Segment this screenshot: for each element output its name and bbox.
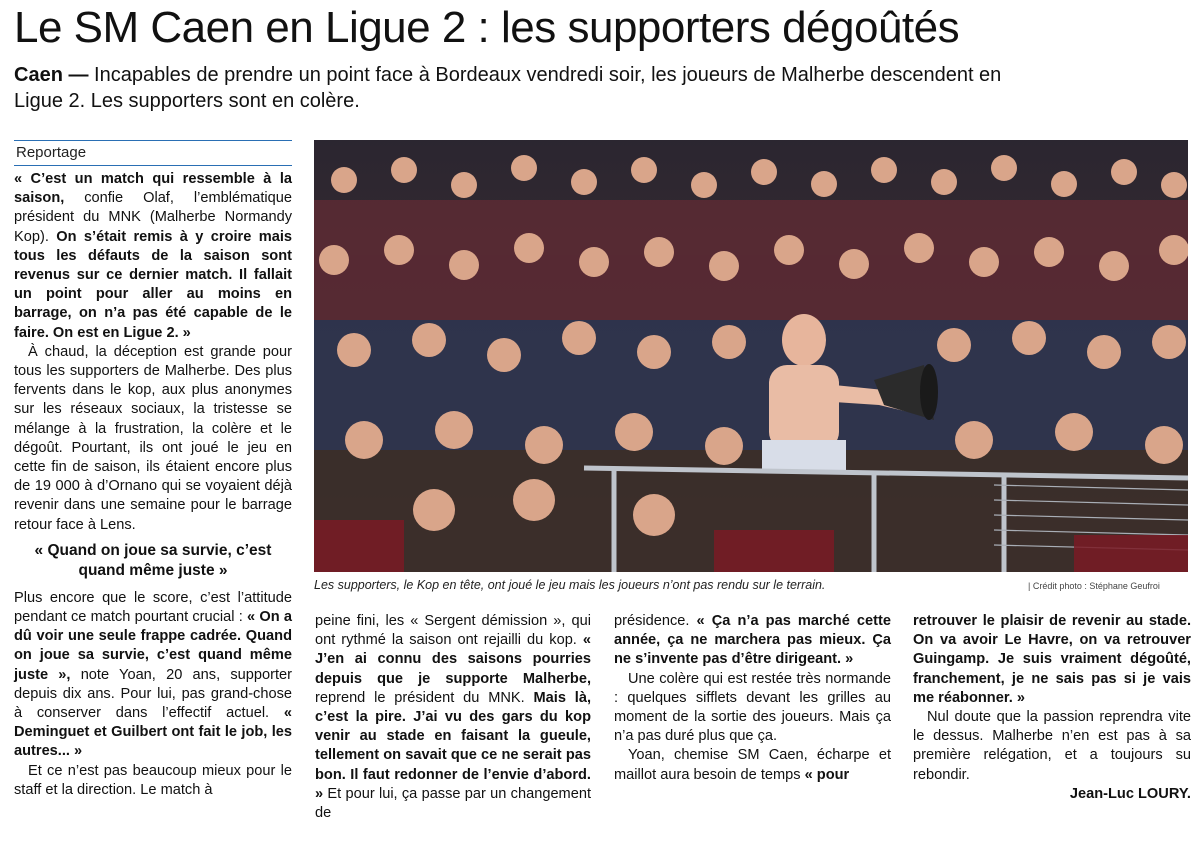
body-paragraph: [315, 612, 591, 823]
body-paragraph: Nul doute que la passion reprendra vite le dessus. Malherbe n’en est pas à sa première relégation, et a toujours su rebondir.: [913, 709, 1191, 783]
supporters-photo: [314, 140, 1188, 572]
body-paragraph: [614, 612, 891, 670]
column-2: [315, 612, 591, 823]
quote-bold: Mais là, c’est la pire. J’ai vu des gars du kop venir au stade en faisant la gueule, tellement on savait que ce ne serait pas bon. Il faut redonner de l’envie d’abord. »: [315, 689, 591, 802]
body-paragraph: Et ce n’est pas beaucoup mieux pour le staff et la direction. Le match à: [14, 762, 292, 798]
column-1: [14, 140, 292, 800]
crowd-illustration: [314, 140, 1188, 572]
body-paragraph: Une colère qui est restée très normande : quelques sifflets devant les grilles au moment de la sortie des joueurs. Mais ça n’a pas duré plus que ça.: [614, 670, 891, 745]
body-text: note Yoan, 20 ans, supporter depuis dix ans. Pour lui, pas grand-chose à conserver dans l’effectif actuel.: [14, 666, 292, 722]
quote-attribution: confie Olaf, l’emblématique président du MNK (Malherbe Normandy Kop).: [14, 190, 292, 245]
body-paragraph: [614, 746, 891, 784]
quote-paragraph: [913, 612, 1191, 708]
body-text: Et pour lui, ça passe par un changement de: [315, 785, 591, 822]
rubric-label: Reportage: [14, 140, 292, 166]
column-3: [614, 612, 891, 785]
quote-bold: « Ça n’a pas marché cette année, ça ne marchera pas mieux. Ça ne s’invente pas d’être dirigeant. »: [614, 613, 891, 668]
body-text: reprend le président du MNK.: [315, 689, 525, 706]
author-signature: Jean-Luc LOURY.: [1069, 785, 1191, 802]
body-text: Yoan, chemise SM Caen, écharpe et maillot aura besoin de temps: [614, 747, 891, 783]
lead-place: Caen —: [14, 64, 89, 86]
lead-text: Incapables de prendre un point face à Bordeaux vendredi soir, les joueurs de Malherbe descendent en Ligue 2. Les supporters sont en colère.: [14, 64, 1002, 112]
body-text: présidence.: [614, 613, 690, 629]
intertitle: « Quand on joue sa survie, c’est quand même juste »: [34, 541, 272, 579]
quote-bold: « J’en ai connu des saisons pourries depuis que je supporte Malherbe,: [315, 632, 591, 687]
photo-caption: Les supporters, le Kop en tête, ont joué le jeu mais les joueurs n’ont pas rendu sur le terrain.: [314, 578, 826, 592]
quote-bold: « C’est un match qui ressemble à la saison,: [14, 171, 292, 207]
quote-bold: On s’était remis à y croire mais tous les défauts de la saison sont revenus sur ce dernier match. Il fallait un point pour aller au moins en barrage, on n’a pas été capable de le faire. On est en Ligue 2. »: [14, 228, 292, 341]
photo-credit: | Crédit photo : Stéphane Geufroi: [1028, 581, 1160, 591]
lead-paragraph: [14, 62, 1014, 114]
headline: Le SM Caen en Ligue 2 : les supporters dégoûtés: [14, 3, 960, 52]
quote-bold: « Deminguet et Guilbert ont fait le job, les autres... »: [14, 705, 293, 760]
quote-bold: « pour: [800, 766, 850, 783]
body-text: Plus encore que le score, c’est l’attitude pendant ce match pourtant crucial :: [14, 589, 292, 626]
body-text: peine fini, les « Sergent démission », qui ont rythmé la saison ont rejailli du kop.: [315, 613, 591, 649]
body-paragraph: À chaud, la déception est grande pour tous les supporters de Malherbe. Des plus fervents dans le kop, aux plus anonymes sur les réseaux sociaux, la tristesse se mélange à la frustration, la colère et le dégoût. Pourtant, ils ont joué le jeu en cette fin de saison, ils étaient encore plus de 19 000 à d’Ornano qui se voyaient déjà revenir dans une semaine pour le barrage retour face à Lens.: [14, 343, 292, 533]
column-4: [913, 612, 1191, 804]
quote-bold: retrouver le plaisir de revenir au stade. On va avoir Le Havre, on va retrouver Guingamp. Je suis vraiment dégoûté, franchement, je ne sais pas si je vais me réabonner. »: [913, 613, 1191, 706]
quote-paragraph: [14, 170, 292, 343]
body-paragraph: [14, 589, 292, 762]
quote-bold: « On a dû voir une seule frappe cadrée. Quand on joue sa survie, c’est quand même juste »,: [14, 609, 292, 683]
